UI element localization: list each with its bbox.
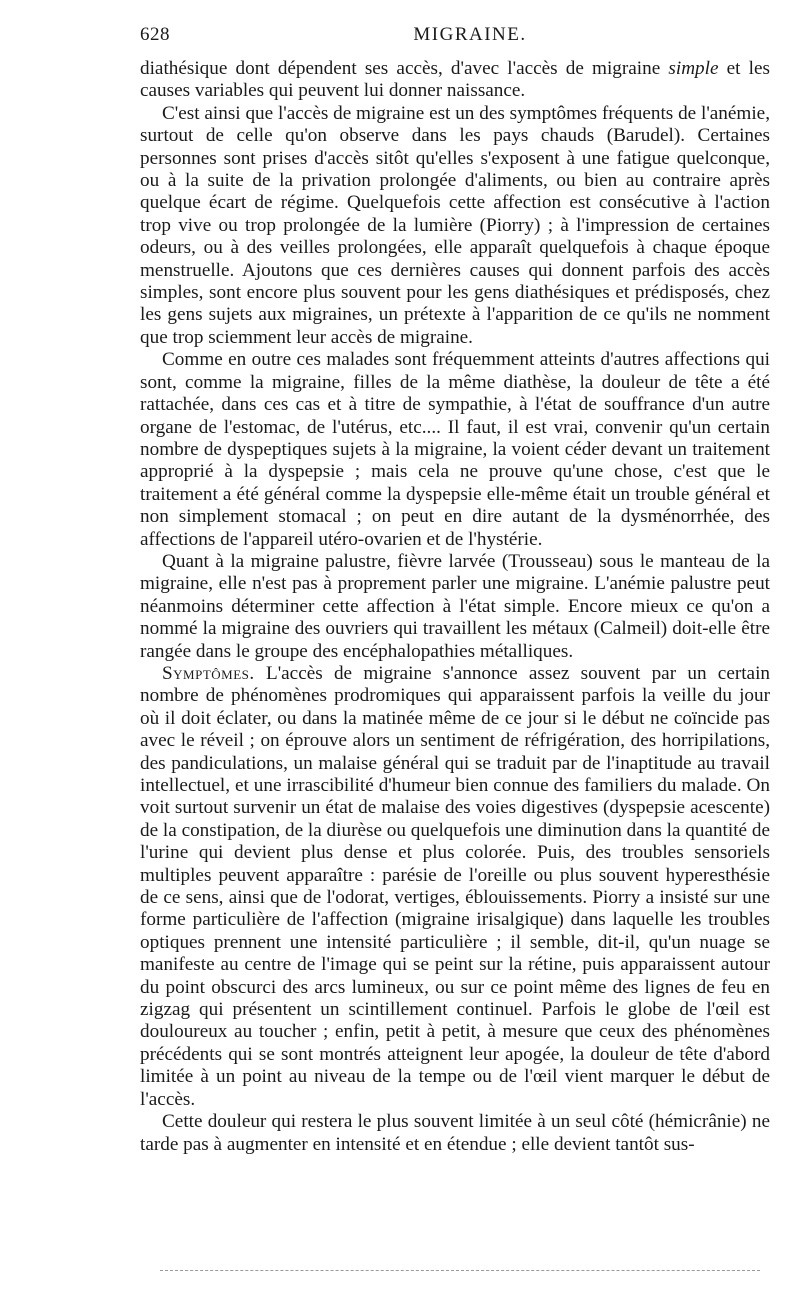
paragraph-1-text-end: et les causes variables qui peuvent lui donner naissance. xyxy=(140,58,770,102)
running-title: MIGRAINE. xyxy=(413,24,527,45)
page-header xyxy=(140,24,770,54)
paragraph-6-text: Cette douleur qui restera le plus souvent limitée à un seul côté (hémicrânie) ne tarde pas à augmenter en intensité et en étendue ; elle devient tantôt sus- xyxy=(140,1111,770,1155)
body-text xyxy=(140,58,770,1156)
paragraph-2-text: C'est ainsi que l'accès de migraine est un des symptômes fréquents de l'anémie, surtout de celle qu'on observe dans les pays chauds (Barudel). Certaines personnes sont prises d'accès sitôt qu'elles s'exposent à une fatigue quelconque, ou à la suite de la privation prolongée d'aliments, ou bien au contraire après quelque écart de régime. Quelquefois cette affection est consécutive à l'action trop vive ou trop prolongée de la lumière (Piorry) ; à l'impression de certaines odeurs, ou à des veilles prolongées, elle apparaît quelquefois à chaque époque menstruelle. Ajoutons que ces dernières causes qui donnent parfois des accès simples, sont encore plus souvent pour les gens diathésiques et prédisposés, chez les gens sujets aux migraines, un prétexte à l'apparition de ce qu'ils ne nomment que trop sciemment leur accès de migraine. xyxy=(140,102,770,348)
paragraph-1-text: diathésique dont dépendent ses accès, d'avec l'accès de migraine xyxy=(140,58,669,79)
paragraph-5 xyxy=(140,663,770,1111)
paragraph-4 xyxy=(140,551,770,663)
paragraph-1 xyxy=(140,58,770,103)
emphasis-simple: simple xyxy=(668,58,719,79)
section-heading-symptomes: Symptômes. xyxy=(162,662,255,684)
paragraph-5-text: L'accès de migraine s'annonce assez souvent par un certain nombre de phénomènes prodromiques qui apparaissent parfois la veille du jour où il doit éclater, ou dans la matinée même de ce jour si le début ne coïncide pas avec le réveil ; on éprouve alors un sentiment de réfrigération, des horripilations, des pandiculations, un malaise général qui se traduit par de l'inaptitude au travail intellectuel, et une irrascibilité d'humeur bien connue des familiers du malade. On voit surtout survenir un état de malaise des voies digestives (dyspepsie acescente) de la constipation, de la diurèse ou quelquefois une diminution dans la quantité de l'urine qui devient plus dense et plus colorée. Puis, des troubles sensoriels multiples peuvent apparaître : parésie de l'oreille ou plus souvent hyperesthésie de ce sens, ainsi que de l'odorat, vertiges, éblouissements. Piorry a insisté sur une forme particulière de l'affection (migraine irisalgique) dans laquelle les troubles optiques prennent une intensité particulière ; il semble, dit-il, qu'un nuage se manifeste au centre de l'image qui se peint sur la rétine, puis apparaissent autour du point obscurci des arcs lumineux, ou sur ce point même des lignes de feu en zigzag qui présentent un scintillement continuel. Parfois le globe de l'œil est douloureux au toucher ; enfin, petit à petit, à mesure que ceux des phénomènes précédents qui se sont montrés atteignent leur apogée, la douleur de tête d'abord limitée à un point au niveau de la tempe ou de l'œil vient marquer le début de l'accès. xyxy=(140,662,770,1110)
page-number: 628 xyxy=(140,24,170,45)
paragraph-2 xyxy=(140,103,770,349)
paragraph-3 xyxy=(140,349,770,551)
footer-rule xyxy=(160,1270,760,1271)
paragraph-4-text: Quant à la migraine palustre, fièvre larvée (Trousseau) sous le manteau de la migraine, elle n'est pas à proprement parler une migraine. L'anémie palustre peut néanmoins déterminer cette affection à l'état simple. Encore mieux ce qu'on a nommé la migraine des ouvriers qui travaillent les métaux (Calmeil) doit-elle être rangée dans le groupe des encéphalopathies métalliques. xyxy=(140,550,770,662)
paragraph-3-text: Comme en outre ces malades sont fréquemment atteints d'autres affections qui sont, comme la migraine, filles de la même diathèse, la douleur de tête a été rattachée, dans ces cas et à titre de sympathie, à l'état de souffrance d'un autre organe de l'estomac, de l'utérus, etc.... Il faut, il est vrai, convenir qu'un certain nombre de dyspeptiques sujets à la migraine, la voient céder devant un traitement approprié à la dyspepsie ; mais cela ne prouve qu'une chose, c'est que le traitement a été général comme la dyspepsie elle-même était un trouble général et non simplement stomacal ; on peut en dire autant de la dysménorrhée, des affections de l'appareil utéro-ovarien et de l'hystérie. xyxy=(140,349,770,550)
paragraph-6 xyxy=(140,1111,770,1156)
